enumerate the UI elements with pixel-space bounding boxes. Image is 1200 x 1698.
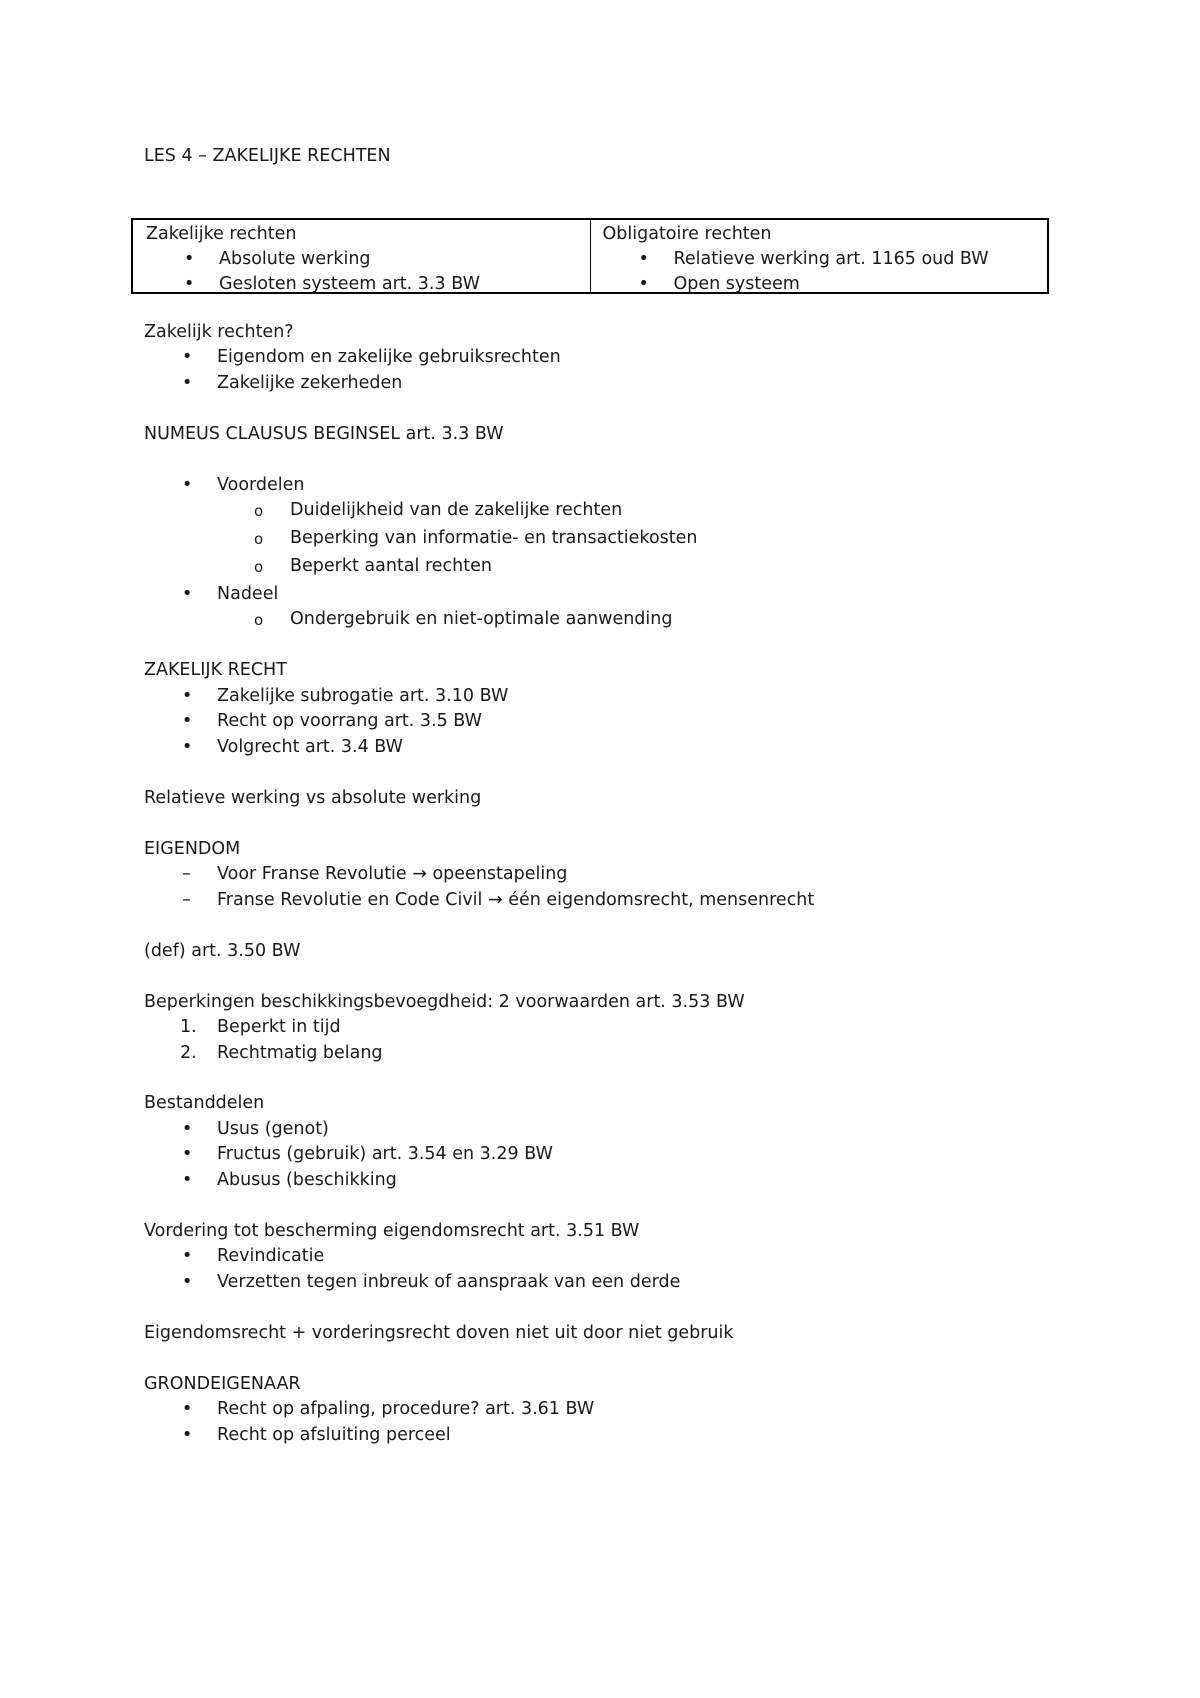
section-heading: Zakelijk rechten?	[144, 322, 294, 342]
bullet: •	[182, 475, 193, 495]
list-item: Recht op afsluiting perceel	[217, 1425, 451, 1445]
document-title: LES 4 – ZAKELIJKE RECHTEN	[144, 146, 391, 166]
table-header-left: Zakelijke rechten	[146, 224, 297, 244]
list-item: Voordelen	[217, 475, 305, 495]
list-item: Voor Franse Revolutie → opeenstapeling	[217, 864, 568, 884]
list-item: Franse Revolutie en Code Civil → één eigendomsrecht, mensenrecht	[217, 890, 815, 910]
list-item: Fructus (gebruik) art. 3.54 en 3.29 BW	[217, 1144, 553, 1164]
sub-list-item: Ondergebruik en niet-optimale aanwending	[290, 609, 673, 629]
list-item: Eigendom en zakelijke gebruiksrechten	[217, 347, 561, 367]
bullet: •	[182, 1272, 193, 1292]
sub-list-item: Beperking van informatie- en transactiekosten	[290, 528, 698, 548]
bullet: •	[182, 1399, 193, 1419]
list-item: Revindicatie	[217, 1246, 325, 1266]
bullet: •	[182, 711, 193, 731]
bullet: •	[182, 1425, 193, 1445]
bullet: •	[182, 1246, 193, 1266]
sub-list-item: Duidelijkheid van de zakelijke rechten	[290, 500, 623, 520]
bullet: •	[182, 686, 193, 706]
list-item: Usus (genot)	[217, 1119, 329, 1139]
sub-bullet: o	[254, 558, 264, 576]
section-heading: Bestanddelen	[144, 1093, 265, 1113]
bullet: •	[184, 274, 195, 294]
list-item: Recht op afpaling, procedure? art. 3.61 BW	[217, 1399, 595, 1419]
bullet: •	[638, 274, 649, 294]
bullet: •	[638, 249, 649, 269]
table-item: Absolute werking	[219, 249, 371, 269]
section-heading: NUMEUS CLAUSUS BEGINSEL art. 3.3 BW	[144, 424, 504, 444]
sub-bullet: o	[254, 530, 264, 548]
list-item: Rechtmatig belang	[217, 1043, 383, 1063]
sub-bullet: o	[254, 611, 264, 629]
number-marker: 2.	[180, 1043, 197, 1063]
table-cell-obligatoire	[590, 219, 1048, 293]
sub-list-item: Beperkt aantal rechten	[290, 556, 492, 576]
bullet: •	[182, 373, 193, 393]
table-item: Open systeem	[673, 274, 800, 294]
list-item: Volgrecht art. 3.4 BW	[217, 737, 403, 757]
list-item: Beperkt in tijd	[217, 1017, 341, 1037]
list-item: Nadeel	[217, 584, 279, 604]
dash-marker: –	[182, 890, 191, 910]
bullet: •	[182, 347, 193, 367]
list-item: Recht op voorrang art. 3.5 BW	[217, 711, 482, 731]
list-item: Verzetten tegen inbreuk of aanspraak van een derde	[217, 1272, 681, 1292]
comparison-table	[131, 218, 1049, 294]
bullet: •	[184, 249, 195, 269]
number-marker: 1.	[180, 1017, 197, 1037]
paragraph: Relatieve werking vs absolute werking	[144, 788, 482, 808]
table-item: Gesloten systeem art. 3.3 BW	[219, 274, 480, 294]
dash-marker: –	[182, 864, 191, 884]
paragraph: Eigendomsrecht + vorderingsrecht doven niet uit door niet gebruik	[144, 1323, 734, 1343]
section-heading: Beperkingen beschikkingsbevoegdheid: 2 voorwaarden art. 3.53 BW	[144, 992, 745, 1012]
table-header-right: Obligatoire rechten	[602, 224, 772, 244]
section-heading: EIGENDOM	[144, 839, 241, 859]
paragraph: (def) art. 3.50 BW	[144, 941, 301, 961]
table-cell-zakelijke	[132, 219, 590, 293]
section-heading: Vordering tot bescherming eigendomsrecht art. 3.51 BW	[144, 1221, 640, 1241]
sub-bullet: o	[254, 502, 264, 520]
list-item: Abusus (beschikking	[217, 1170, 397, 1190]
section-heading: GRONDEIGENAAR	[144, 1374, 301, 1394]
bullet: •	[182, 584, 193, 604]
section-heading: ZAKELIJK RECHT	[144, 660, 287, 680]
table-item: Relatieve werking art. 1165 oud BW	[673, 249, 989, 269]
list-item: Zakelijke subrogatie art. 3.10 BW	[217, 686, 509, 706]
bullet: •	[182, 1144, 193, 1164]
list-item: Zakelijke zekerheden	[217, 373, 403, 393]
bullet: •	[182, 1170, 193, 1190]
bullet: •	[182, 1119, 193, 1139]
bullet: •	[182, 737, 193, 757]
